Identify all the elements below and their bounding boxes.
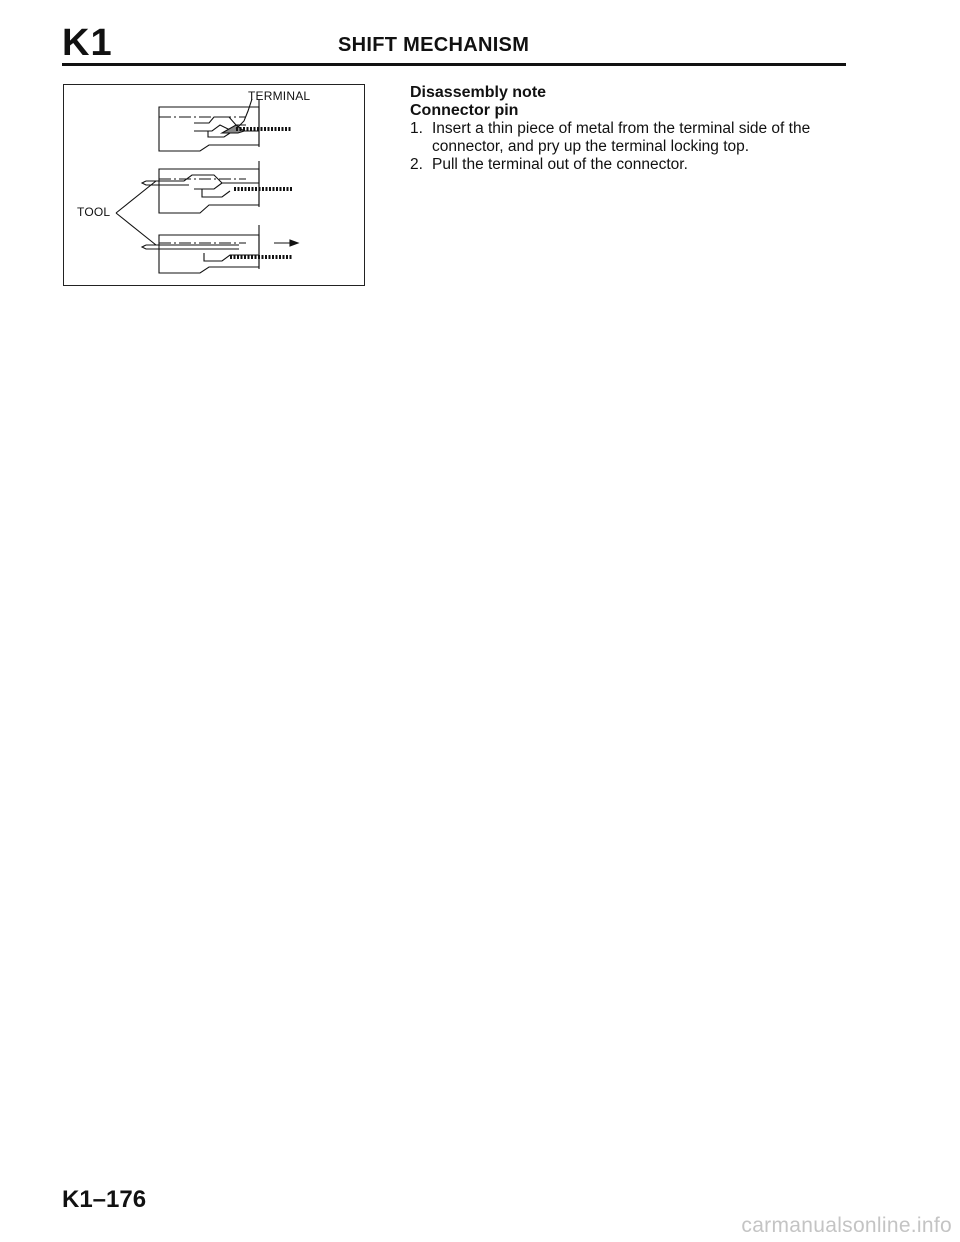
tool-leader-lower xyxy=(116,213,156,245)
step-item xyxy=(410,156,860,174)
connector-pin-illustration xyxy=(63,84,365,286)
page-title: SHIFT MECHANISM xyxy=(338,34,530,56)
step-item xyxy=(410,120,860,156)
disassembly-notes xyxy=(410,84,860,174)
connector-bottom xyxy=(142,225,298,273)
header-divider xyxy=(62,63,846,66)
step-text: Insert a thin piece of metal from the terminal side of the connector, and pry up the terminal locking top. xyxy=(432,120,811,155)
step-number: 2. xyxy=(410,156,423,173)
connector-diagram xyxy=(64,85,364,285)
connector-middle xyxy=(142,161,292,213)
notes-subheading: Connector pin xyxy=(410,102,519,119)
step-number: 1. xyxy=(410,120,423,137)
section-code: K1 xyxy=(62,22,113,64)
page-number: K1–176 xyxy=(62,1186,147,1213)
notes-heading: Disassembly note xyxy=(410,84,547,101)
steps-list xyxy=(410,120,860,174)
tool-leader-upper xyxy=(116,181,156,213)
step-text: Pull the terminal out of the connector. xyxy=(432,156,688,173)
terminal-label: TERMINAL xyxy=(248,89,311,103)
watermark: carmanualsonline.info xyxy=(741,1214,952,1237)
tool-label: TOOL xyxy=(77,205,111,219)
connector-top xyxy=(159,99,292,151)
